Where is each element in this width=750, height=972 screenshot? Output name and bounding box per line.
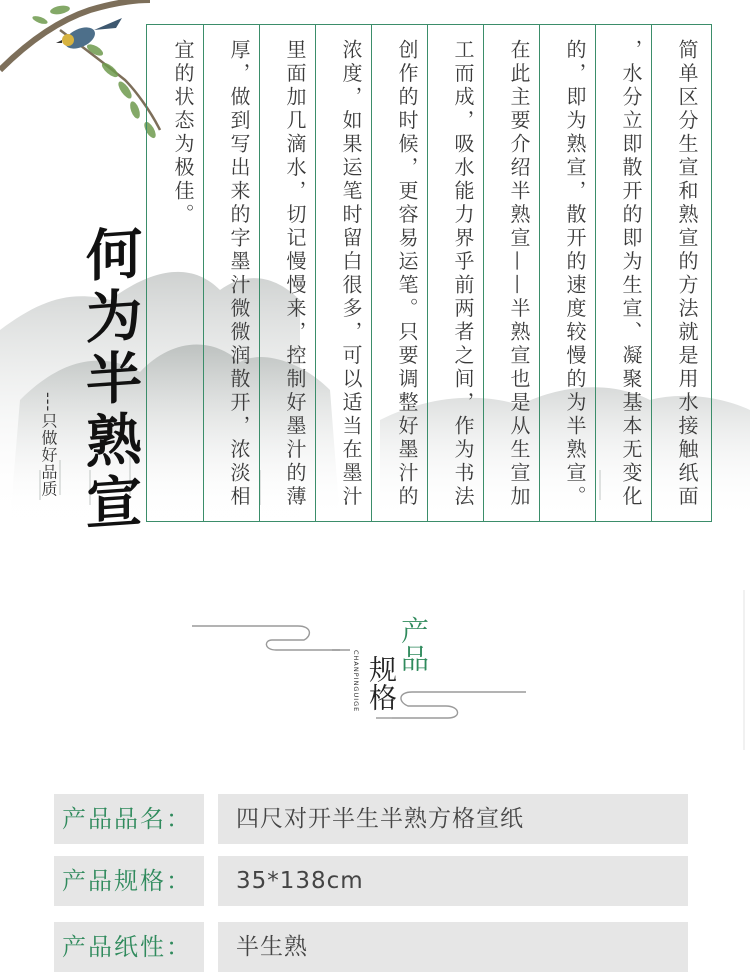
spec-header-line2: 规格 — [365, 655, 398, 711]
spec-label: 产品规格： — [54, 856, 204, 906]
spec-value: 半生熟 — [218, 922, 688, 972]
spec-row — [54, 794, 688, 844]
paragraph-column: 里面加几滴水，切记慢慢来，控制好墨汁的薄 — [283, 39, 307, 509]
spec-value: 35*138cm — [218, 856, 688, 906]
spec-label: 产品品名： — [54, 794, 204, 844]
calligraphy-title: 何为半熟宣 — [77, 222, 143, 538]
paragraph-column: 浓度，如果运笔时留白很多，可以适当在墨汁 — [339, 39, 363, 509]
spec-value: 四尺对开半生半熟方格宣纸 — [218, 794, 688, 844]
paragraph-column: 宜的状态为极佳。 — [171, 39, 195, 227]
paragraph-column: 简单区分生宣和熟宣的方法就是用水接触纸面 — [675, 39, 699, 509]
spec-row — [54, 856, 688, 906]
paragraph-column: 的，即为熟宣，散开的速度较慢的为半熟宣。 — [563, 39, 587, 509]
spec-section-header — [180, 600, 560, 740]
paragraph-column: 厚，做到写出来的字墨汁微微润散开，浓淡相 — [227, 39, 251, 509]
paragraph-column: 创作的时候，更容易运笔。只要调整好墨汁的 — [395, 39, 419, 509]
scrollbar-track[interactable] — [743, 590, 745, 750]
spec-label: 产品纸性： — [54, 922, 204, 972]
spec-header-line1: 产品 — [397, 616, 430, 672]
paragraph-column: 工而成，吸水能力界乎前两者之间，作为书法 — [451, 39, 475, 509]
spec-header-roman: CHANPINGUIGE — [352, 650, 360, 713]
spec-row — [54, 922, 688, 972]
paragraph-column: ，水分立即散开的即为生宣、凝聚基本无变化 — [619, 39, 643, 509]
paragraph-column: 在此主要介绍半熟宣——半熟宣也是从生宣加 — [507, 39, 531, 509]
vertical-text-grid — [146, 24, 712, 522]
slogan-text: ---只做好品质 — [39, 392, 58, 498]
